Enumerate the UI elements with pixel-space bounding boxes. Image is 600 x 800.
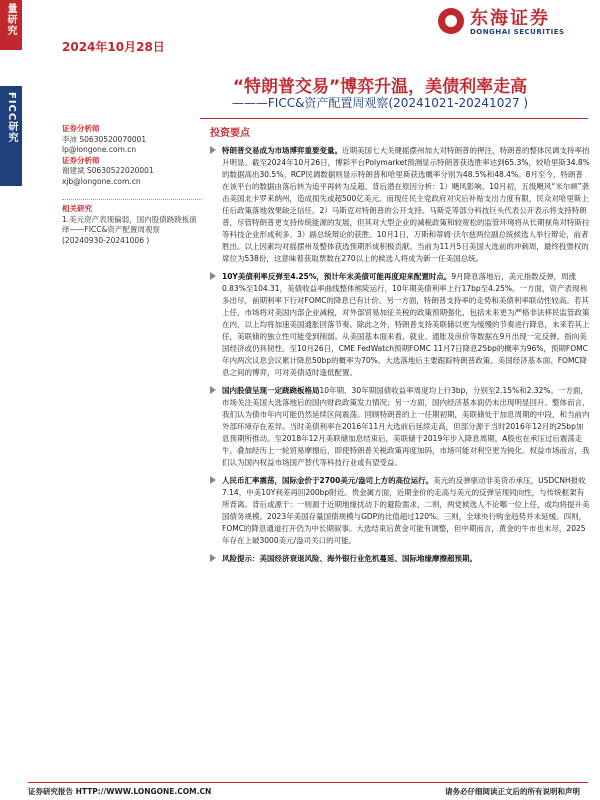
analyst-name-2: 谢建斌 S0630522020001: [62, 166, 154, 175]
footer-divider: [28, 782, 588, 783]
page-subtitle: ———FICC&资产配置周观察(20241021-20241027 ): [231, 96, 529, 110]
analyst-name-1: 李沛 S0630520070001: [62, 134, 147, 144]
paragraph-body: 美国经济衰退风险、海外银行业危机蔓延、国际地缘摩擦超预期。: [259, 554, 477, 563]
category-label: FICC研究: [6, 92, 17, 144]
analyst-label-2: 证券分析师: [62, 155, 100, 165]
paragraph-body: 美元的反弹驱动非美货币承压，USDCNH报收7.14，中美10Y利差再回200bp附近。贵金属方面，近期金价的走高与美元的反弹呈现同向性，与传统框架有所背离。背后或源于：一则源于近期地缘扰动下的避险需求，二则，两党候选人不论哪一位上任，或均将提升美国债务规模。2023年美国存量国债规模与GDP的比值超过120%。三则，全球央行购金趋势并未延缓。四则，FOMC的降息通道打开仍为中长期叙事。大选结束后黄金可能有调整，但中期而言，黄金的牛市也未尽，2025年存在上破3000美元/盎司关口的可能。: [222, 476, 590, 545]
analyst-column: [62, 124, 202, 246]
bullet-arrow-icon: [210, 386, 216, 394]
report-type-tab: [0, 0, 22, 50]
logo-cn: 东海证券: [470, 8, 550, 29]
bullet-arrow-icon: [210, 554, 216, 562]
bullet-arrow-icon: [210, 476, 216, 484]
logo-en: DONGHAI SECURITIES: [470, 28, 565, 36]
section-title: 投资要点: [210, 128, 250, 139]
footer-right: 请务必仔细阅读正文后的所有说明和声明: [445, 787, 580, 796]
paragraph: [210, 385, 590, 469]
paragraph: [210, 271, 590, 379]
logo-mark-icon: [438, 8, 464, 34]
related-item[interactable]: 1.美元资产表现偏弱，国内股债跷跷板演绎——FICC&资产配置周观察(20240930-20241006 ): [62, 214, 197, 245]
report-type-label: 量研究: [5, 3, 16, 36]
paragraph-lead: 国内股债呈现一定跷跷板格局: [222, 386, 320, 395]
footer-left[interactable]: 证券研究报告 HTTP://WWW.LONGONE.COM.CN: [28, 787, 212, 796]
title-divider: [200, 118, 588, 119]
analyst-email-2[interactable]: xjb@longone.com.cn: [62, 176, 141, 186]
paragraph-lead: 10Y美债利率反弹至4.25%，预计年末美债可能再度迎来配置时点。: [222, 272, 452, 281]
category-tab: [0, 86, 22, 186]
report-date: 2024年10月28日: [62, 40, 165, 54]
bullet-arrow-icon: [210, 272, 216, 280]
risk-paragraph: [210, 553, 590, 565]
main-content: [210, 124, 590, 571]
paragraph-lead: 特朗普交易成为市场博弈重要变量。: [222, 146, 342, 155]
paragraph-lead: 风险提示：: [222, 554, 260, 563]
related-label: 相关研究: [62, 204, 92, 213]
paragraph-body: 近期美国七大关键摇摆州加大对特朗普的押注，特朗普的整体民调支持率抬升明显。截至2024年10月26日，博彩平台Polymarket预测显示特朗普获选胜率达到65.3%，较哈里斯34.8%的数据高出30.5%。RCP民调数据则显示特朗普和哈里斯获选概率分别为48.5%和48.4%。8月至今，特朗普在该平台的数据由落后转为追平再转为反超。背后潜在原因分析：1）飓风影响。10月初，五级飓风“米尔顿”袭击美国北卡罗来纳州，造成损失或超500亿美元。而现任民主党政府对灾后补贴支出力度有限，民众对哈里斯上任后政策落地效果缺乏信任。2）马斯克对特朗普的公开支持。马斯克等部分科技巨头代表公开表示将支持特朗普，尽管特朗普更支持传统能源的发展，但其对大型企业的减税政策和较宽松的监管环境将从长期视角对特斯拉等科技企业形成利多。3）副总统辩论的获胜。10月1日，万斯和蒂姆·沃尔兹两位副总统候选人举行辩论，前者胜出。以上因素均对摇摆州及整体获选预期形成积极贡献。当前为11月5日美国大选前的冲刺周，最终投票权的席位为538份，这意味着获取票数在270以上的候选人将成为新一任美国总统。: [222, 146, 590, 263]
paragraph-lead: 人民币汇率震荡，国际金价于2700美元/盎司上方的高位运行。: [222, 476, 434, 485]
paragraph: [210, 145, 590, 265]
analyst-label-1: 证券分析师: [62, 124, 100, 133]
related-divider: [62, 199, 202, 200]
analyst-email-1[interactable]: lp@longone.com.cn: [62, 145, 137, 154]
paragraph-body: 9月降息落地后，美元指数反弹，周涨0.83%至104.31，美债收益率曲线整体熊陡运行，10年期美债利率上行17bp至4.25%。一方面，资产表现利多出尽，前期利率下行对FOMC的降息已有计价。另一方面，特朗普支持率的走势和美债利率联动性较高。若其上任，市场将对美国内部企业减税，对外部贸易加征关税的政策预期强化，包括未来更为严格非法移民监管政策在内，以上均将加速美国通胀回落节奏。除此之外，特朗普支持美联储以更为缓慢的节奏进行降息，未来若其上任，美联储的独立性可能受到削弱。从美国基本面来看，就业、通胀及房价等数据在9月出现一定反弹，指向美国经济或仍具韧性。至10月26日，CME FedWatch预期FOMC 11月7日降息25bp的概率为96%，预期FOMC年内两次议息会议累计降息50bp的概率为70%。大选落地后主要跟踪特朗普政策、美国经济基本面、FOMC降息之间的博弈，可对美债适时逢低配置。: [222, 272, 590, 377]
page-footer: [0, 782, 600, 800]
paragraph-body: 10年期、30年期国债收益率周度均上行3bp，分别至2.15%和2.32%。一方面，市场关注美国大选落地后的国内财政政策发力情况；另一方面，国内经济基本面仍未出现明显回升。整体而言，我们认为债市年内可能仍然延续区间震荡。回顾特朗普的上一任期初期，美联储处于加息周期的中段，和当前内外部环境存在差异。当时美债利率在2016年11月大选前后延续走高，但部分源于当时2016年12月的25bp加息预期所推动。至2018年12月美联储加息结束后，美联储于2019年步入降息周期，A股也在承压过后震荡走牛。叠加经历上一轮贸易摩擦后，即使特朗普关税政策再度加码，市场可能对利空更为钝化。权益市场而言，我们认为国内权益市场国产替代等科技行业或有望受益。: [222, 386, 590, 467]
bullet-arrow-icon: [210, 146, 216, 154]
paragraph: [210, 475, 590, 547]
company-logo: [438, 4, 588, 40]
page-title: “特朗普交易”博弈升温，美债利率走高: [232, 77, 528, 97]
